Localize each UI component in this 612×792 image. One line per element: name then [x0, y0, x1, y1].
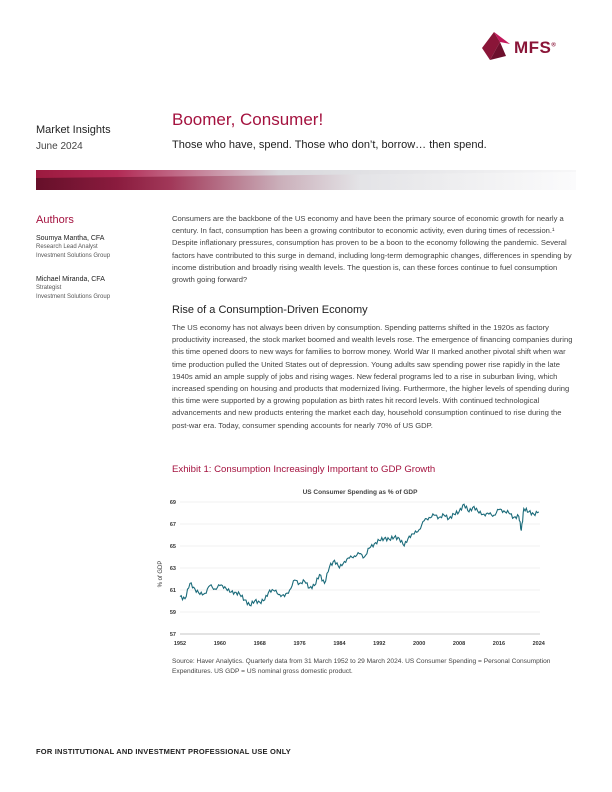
chart-x-ticks	[174, 641, 546, 647]
x-tick-label: 1960	[213, 641, 226, 647]
author-role: Strategist	[36, 285, 62, 291]
x-tick-label: 2016	[492, 641, 506, 647]
exhibit-heading: Exhibit 1: Consumption Increasingly Important to GDP Growth	[172, 464, 436, 475]
author-name: Michael Miranda, CFA	[36, 276, 105, 283]
author-group: Investment Solutions Group	[36, 294, 111, 300]
y-tick-label: 63	[169, 566, 176, 572]
y-tick-label: 59	[169, 610, 176, 616]
author-2	[36, 275, 110, 302]
y-axis-label: % of GDP	[158, 560, 164, 588]
series-line	[180, 504, 539, 606]
x-tick-label: 2008	[452, 641, 466, 647]
authors-heading: Authors	[36, 214, 74, 226]
author-group: Investment Solutions Group	[36, 253, 111, 259]
y-tick-label: 61	[169, 588, 176, 594]
x-tick-label: 1992	[373, 641, 386, 647]
x-tick-label: 1976	[293, 641, 306, 647]
y-tick-label: 67	[169, 522, 176, 528]
chart-title: US Consumer Spending as % of GDP	[302, 489, 418, 496]
consumption-chart	[150, 482, 550, 654]
y-tick-label: 69	[169, 500, 176, 506]
page-title: Boomer, Consumer!	[172, 110, 324, 129]
series-label: Market Insights	[36, 124, 111, 136]
section-body: The US economy has not always been driven by consumption. Spending patterns shifted in the 1920s as factory productivity increased, the stock market boomed and wealth levels rose. The emergence of financing companies during this time opened doors to new ways for families to borrow money. World War II marked another pivotal shift when war time production pulled the United States out of depression. Young adults saw spending power rise rapidly in the late 1940s amid an ample supply of jobs and rising wages. New federal programs led to a rise in suburban living, which increased spending on housing and products that modernized living. Furthermore, the higher levels of spending during this time were supported by a growing population as birth rates hit record levels. With continued technological advancements and new products entering the market each day, household consumption continued to rise during the post-war era. Today, consumer spending accounts for nearly 70% of US GDP.	[172, 323, 573, 430]
intro-paragraph: Consumers are the backbone of the US economy and have been the primary source of economic growth for nearly a century. In fact, consumption has been a growing contributor to economic activity, even during times of recession.¹ Despite inflationary pressures, consumption has proven to be a boon to the economy following the pandemic. Several factors have contributed to this surge in demand, including long-term demographic changes, differences in spending by income distribution and broadly rising wealth levels. The question is, can these forces continue to fuel consumption growth going forward?	[172, 214, 572, 285]
chart-gridlines	[180, 502, 540, 634]
x-tick-label: 1952	[173, 641, 187, 647]
publish-date: June 2024	[36, 141, 83, 152]
y-tick-label: 57	[169, 632, 176, 638]
author-role: Research Lead Analyst	[36, 244, 98, 250]
footer-disclaimer: FOR INSTITUTIONAL AND INVESTMENT PROFESSIONAL USE ONLY	[36, 747, 291, 756]
brand-name: MFS®	[514, 38, 557, 57]
author-1	[36, 234, 110, 261]
author-name: Soumya Mantha, CFA	[36, 235, 105, 242]
x-tick-label: 2024	[532, 641, 545, 647]
page-subtitle: Those who have, spend. Those who don’t, borrow… then spend.	[172, 139, 487, 151]
header-gradient-band	[36, 170, 576, 190]
chart-y-ticks	[170, 500, 176, 638]
x-tick-label: 2000	[413, 641, 426, 647]
x-tick-label: 1968	[253, 641, 266, 647]
x-tick-label: 1984	[333, 641, 346, 647]
chart-source: Source: Haver Analytics. Quarterly data from 31 March 1952 to 29 March 2024. US Consumer Spending = Personal Consumption Expenditures. US GDP = US nominal gross domestic product.	[172, 658, 551, 675]
section-heading: Rise of a Consumption-Driven Economy	[172, 304, 368, 316]
y-tick-label: 65	[169, 544, 176, 550]
